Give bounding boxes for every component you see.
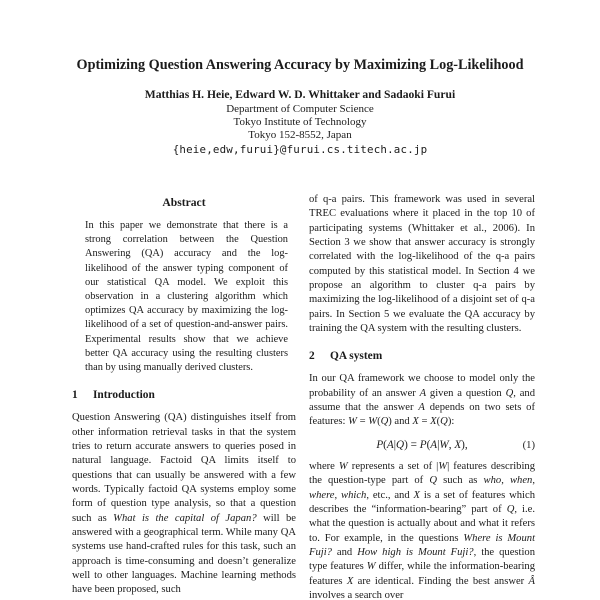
column-right [309,193,535,600]
abstract-heading: Abstract [162,196,206,209]
framework-paragraph: of q-a pairs. This framework was used in several TREC evaluations where it placed in the top 10 of participating systems (Whittaker et al., 2006). In Section 3 we show that answer accuracy is strongly correlated with the log-likelihood of the q-a pairs computed by this statistical model. In Section 4 we propose an algorithm to cluster q-a pairs by maximizing the log-likelihood of a disjoint set of q-a pairs. In Section 5 we evaluate the QA accuracy by training the QA system with the resulting clusters. [309,194,535,335]
column-left [72,196,296,598]
affiliation-line-address: Tokyo 152-8552, Japan [248,129,352,142]
equation-number: (1) [522,439,535,451]
section-title: QA system [330,350,383,363]
section-title: Introduction [93,389,155,402]
section-heading-qa-system [309,349,535,363]
section-number: 1 [72,389,78,402]
features-paragraph: where W represents a set of |W| features describing the question-type part of Q such as who, when, where, which, etc., and X is a set of features which describes the “information-bearing” part of Q, i.e. what the question is actually about and what it refers to. For example, in the questions Where is Mount Fuji? and How high is Mount Fuji?, the question type features W differ, while the information-bearing features X are identical. Finding the best answer Â involves a search over [309,460,536,600]
affiliation-block [30,103,570,143]
section-number: 2 [309,350,315,363]
equation-body: P(A|Q) = P(A|W, X), [376,438,468,451]
affiliation-line-institute: Tokyo Institute of Technology [233,116,367,129]
equation-1 [309,438,535,453]
abstract-body: In this paper we demonstrate that there is a strong correlation between the Question Answering (QA) accuracy and the log-likelihood of the answer typing component of our statistical QA model. We exploit this observation in a clustering algorithm which optimizes QA accuracy by maximizing the log-likelihood of a set of question-and-answer pairs. Experimental results show that we achieve better QA accuracy using the resulting clusters than by using manually derived clusters. [85,220,288,374]
authors-line: Matthias H. Heie, Edward W. D. Whittaker and Sadaoki Furui [144,88,456,101]
affiliation-line-department: Department of Computer Science [226,103,374,115]
section-heading-introduction [72,388,296,402]
paper-title: Optimizing Question Answering Accuracy by Maximizing Log-Likelihood [76,57,524,73]
intro-paragraph: Question Answering (QA) distinguishes itself from other information retrieval tasks in that the system tries to return accurate answers to queries posed in natural language. Factoid QA limits itself to questions that can usually be answered with a few words. Typically factoid QA systems employ some form of question type analysis, so that a question such as What is the capital of Japan? will be answered with a geographical term. While many QA systems use hand-crafted rules for this task, such an approach is time-consuming and doesn’t generalize well to other languages. Machine learning methods have been proposed, such [72,412,297,596]
qa-model-paragraph: In our QA framework we choose to model only the probability of an answer A given a question Q, and assume that the answer A depends on two sets of features: W = W(Q) and X = X(Q): [309,373,535,428]
email-line: {heie,edw,furui}@furui.cs.titech.ac.jp [172,143,428,156]
